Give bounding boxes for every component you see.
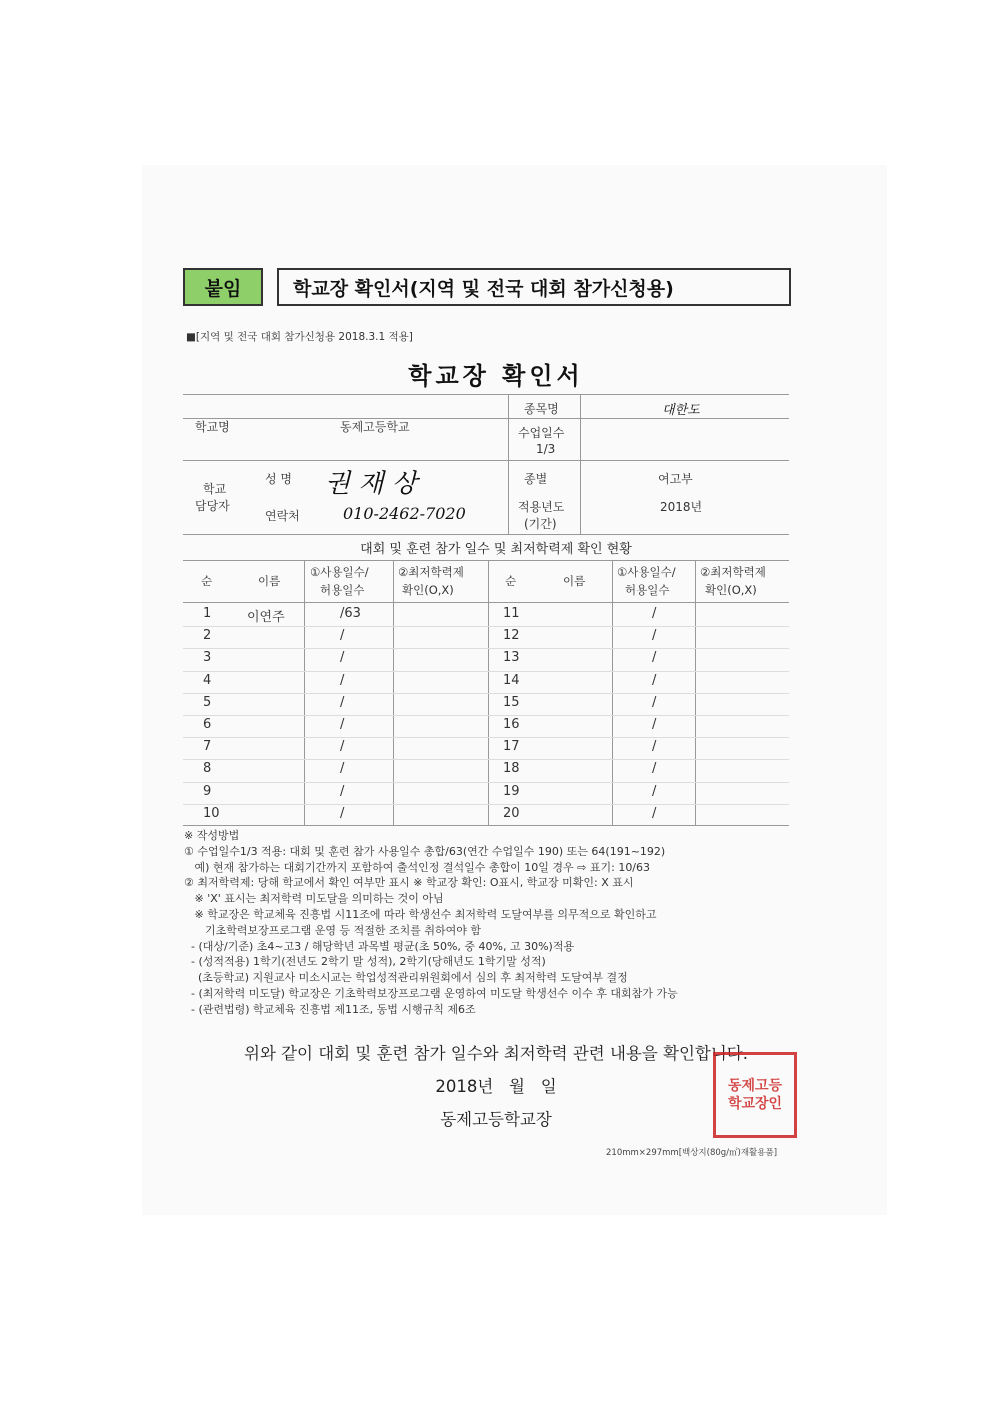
col-name-header: 이름 — [258, 574, 281, 588]
table-top-rule — [183, 560, 789, 561]
page-title: 학교장 확인서 — [408, 362, 584, 390]
row-days: / — [340, 739, 345, 755]
row-rule — [183, 648, 789, 649]
col-days-header-2: 허용일수 — [320, 583, 365, 597]
info-rule — [183, 534, 789, 535]
row-days: / — [340, 761, 345, 777]
row-days: / — [340, 717, 345, 732]
row-days: / — [340, 783, 345, 799]
row-rule — [183, 737, 789, 738]
period-label: 적용년도 — [518, 500, 565, 514]
row-days: / — [652, 739, 657, 755]
sport-value: 대한도 — [662, 403, 700, 418]
officer-label-2: 담당자 — [195, 499, 230, 513]
note-line: ② 최저학력제: 당해 학교에서 확인 여부만 표시 ※ 학교장 확인: O표시, 학교장 미확인: X 표시 — [184, 876, 634, 890]
row-days: / — [340, 805, 345, 821]
document-heading — [277, 268, 791, 306]
col-name-header-right: 이름 — [563, 574, 586, 588]
note-line: 예) 현재 참가하는 대회기간까지 포함하여 출석인정 결석일수 총합이 10일 경우 ⇨ 표기: 10/63 — [184, 860, 651, 874]
col-days-header-right: ①사용일수/ — [617, 565, 676, 579]
document-heading-text: 학교장 확인서(지역 및 전국 대회 참가신청용) — [293, 277, 674, 300]
info-divider — [580, 394, 581, 534]
row-number: 9 — [203, 783, 212, 799]
confirmation-text: 위와 같이 대회 및 훈련 참가 일수와 최저학력 관련 내용을 확인합니다. — [244, 1044, 748, 1063]
note-line: - (최저학력 미도달) 학교장은 기초학력보장프로그램 운영하여 미도달 학생선수 이수 후 대회참가 가능 — [184, 987, 678, 1000]
note-line: (초등학교) 지원교사 미소시교는 학업성적관리위원회에서 심의 후 최저학력 도달여부 결정 — [184, 971, 628, 985]
note-line: - (관련법령) 학교체육 진흥법 제11조, 동법 시행규칙 제6조 — [184, 1002, 476, 1016]
row-number: 20 — [503, 805, 520, 821]
name-label: 성 명 — [265, 472, 292, 486]
contact-signature: 010-2462-7020 — [343, 504, 466, 523]
school-label: 학교명 — [195, 420, 230, 434]
note-line: - (대상/기준) 초4~고3 / 해당학년 과목별 평균(초 50%, 중 40%, 고 30%)적용 — [184, 939, 575, 953]
period-value: 2018년 — [660, 500, 703, 514]
class-days-fraction: 1/3 — [536, 442, 556, 456]
col-days-header: ①사용일수/ — [310, 565, 369, 579]
row-rule — [183, 626, 789, 627]
sport-label: 종목명 — [524, 402, 559, 416]
applicability-note: ■[지역 및 전국 대회 참가신청용 2018.3.1 적용] — [186, 331, 413, 343]
table-header-rule — [183, 602, 789, 603]
col-num-header: 순 — [201, 574, 213, 588]
row-number: 7 — [203, 739, 212, 755]
period-label-2: (기간) — [524, 517, 557, 531]
contact-label: 연락처 — [265, 509, 300, 523]
row-days: / — [652, 783, 657, 799]
row-rule — [183, 804, 789, 805]
row-number: 18 — [503, 761, 520, 777]
info-divider — [508, 394, 509, 534]
row-days: / — [340, 694, 345, 710]
row-number: 6 — [203, 717, 212, 732]
attachment-tag-label: 붙임 — [204, 277, 242, 300]
event-label: 종별 — [524, 472, 548, 486]
row-number: 11 — [503, 606, 520, 621]
note-line: ※ 'X' 표시는 최저학력 미도달을 의미하는 것이 아님 — [184, 892, 444, 906]
confirmation-date: 2018년 월 일 — [435, 1077, 557, 1096]
principal-name: 동제고등학교장 — [440, 1110, 552, 1129]
table-title: 대회 및 훈련 참가 일수 및 최저학력제 확인 현황 — [360, 542, 632, 557]
note-line: ① 수업일수1/3 적용: 대회 및 훈련 참가 사용일수 총합/63(연간 수업일수 190) 또는 64(191~192) — [184, 844, 666, 858]
row-number: 2 — [203, 628, 212, 644]
note-line: - (성적적용) 1학기(전년도 2학기 말 성적), 2학기(당해년도 1학기말 성적) — [184, 955, 546, 969]
row-days: / — [652, 694, 657, 710]
row-days: /63 — [340, 606, 361, 621]
row-number: 8 — [203, 761, 212, 777]
col-min-header-right: ②최저학력제 — [700, 565, 766, 579]
col-num-header-right: 순 — [505, 574, 517, 588]
row-days: / — [340, 650, 345, 666]
row-number: 10 — [203, 805, 220, 821]
col-min-header-2: 확인(O,X) — [402, 583, 454, 597]
row-days: / — [652, 628, 657, 644]
row-days: / — [652, 650, 657, 666]
paper-spec-note: 210mm×297mm[백상지(80g/㎡)재활용품] — [606, 1148, 778, 1158]
seal-line: 동제고등 — [727, 1078, 783, 1094]
row-number: 15 — [503, 694, 520, 710]
row-number: 19 — [503, 783, 520, 799]
row-number: 1 — [203, 606, 212, 621]
row-number: 13 — [503, 650, 520, 666]
row-rule — [183, 782, 789, 783]
row-days: / — [652, 761, 657, 777]
school-seal-stamp — [713, 1052, 797, 1138]
row-days: / — [652, 805, 657, 821]
col-min-header: ②최저학력제 — [398, 565, 464, 579]
row-rule — [183, 715, 789, 716]
row-number: 12 — [503, 628, 520, 644]
row-name: 이연주 — [247, 610, 285, 625]
note-line: 기초학력보장프로그램 운영 등 적절한 조치를 취하여야 함 — [184, 923, 481, 937]
officer-label: 학교 — [203, 482, 227, 496]
row-days: / — [340, 628, 345, 644]
notes-heading: ※ 작성방법 — [184, 829, 240, 842]
school-value: 동제고등학교 — [340, 420, 410, 434]
event-value: 여고부 — [658, 472, 693, 486]
note-line: ※ 학교장은 학교체육 진흥법 시11조에 따라 학생선수 최저학력 도달여부를 의무적으로 확인하고 — [184, 908, 657, 921]
col-days-header-right-2: 허용일수 — [625, 583, 670, 597]
row-number: 5 — [203, 694, 212, 710]
attachment-tag — [183, 268, 263, 306]
table-bottom-rule — [183, 825, 789, 826]
col-min-header-right-2: 확인(O,X) — [705, 583, 757, 597]
class-days-label: 수업일수 — [518, 426, 565, 440]
row-rule — [183, 671, 789, 672]
info-rule — [183, 418, 789, 419]
seal-line: 학교장인 — [727, 1096, 783, 1112]
row-rule — [183, 693, 789, 694]
row-days: / — [652, 606, 657, 621]
row-number: 3 — [203, 650, 212, 666]
row-number: 4 — [203, 672, 212, 688]
row-days: / — [652, 717, 657, 732]
row-number: 14 — [503, 672, 520, 688]
info-rule — [183, 460, 789, 461]
row-number: 16 — [503, 717, 520, 732]
row-number: 17 — [503, 739, 520, 755]
row-days: / — [340, 672, 345, 688]
info-top-rule — [183, 394, 789, 395]
name-signature: 권 재 상 — [325, 469, 417, 499]
row-rule — [183, 759, 789, 760]
row-days: / — [652, 672, 657, 688]
